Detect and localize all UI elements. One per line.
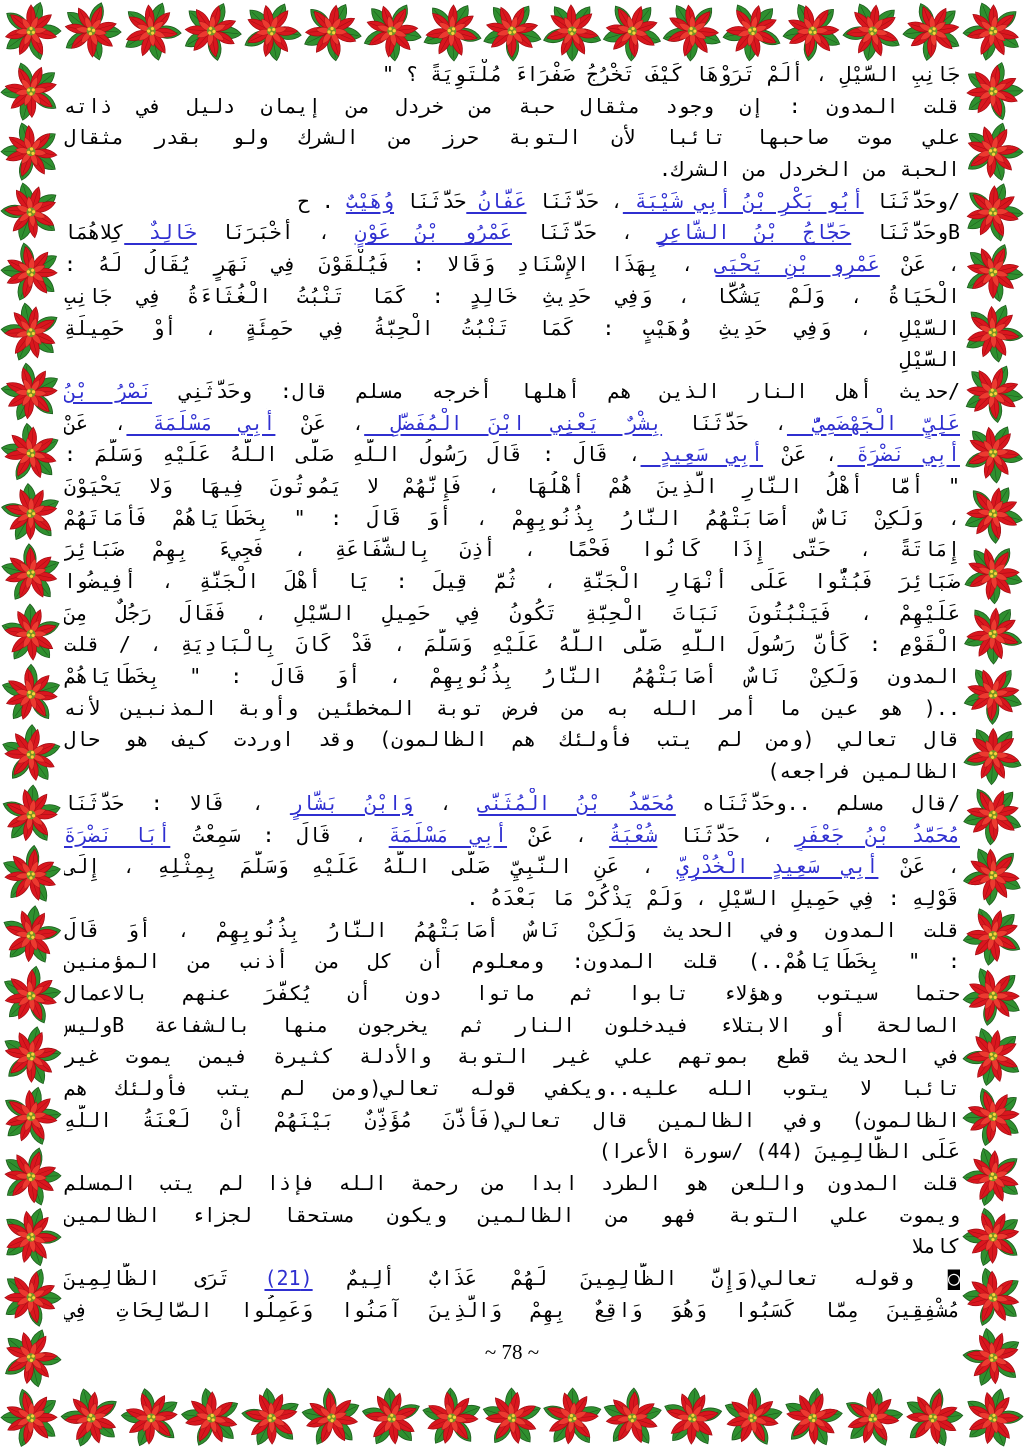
poinsettia-icon — [415, 1381, 487, 1449]
text-line — [64, 313, 960, 345]
text-line — [64, 1295, 960, 1327]
narrator-link[interactable]: وُهَيْبٌ — [345, 188, 395, 213]
poinsettia-icon — [0, 1140, 70, 1215]
narrator-link[interactable]: عَفَّانُ — [466, 188, 527, 213]
text-run: الْحَيَاةُ ، وَلَمْ يَشُكَّا ، وَفِي حَدِيثِ خَالِدٍ : كَمَا تَنْبُتُ الْغُثَاءَةُ فِي جَانِبِ — [64, 283, 960, 308]
text-line — [64, 154, 960, 186]
poinsettia-icon — [712, 1378, 790, 1449]
text-run: عَلَى الظَّالِمِينَ (44) /سورة الأعرا) — [598, 1139, 960, 1164]
poinsettia-icon — [717, 0, 786, 67]
text-line — [64, 915, 960, 947]
text-line — [64, 1263, 960, 1295]
text-line — [64, 281, 960, 313]
poinsettia-icon — [959, 901, 1024, 970]
poinsettia-icon — [955, 1141, 1024, 1214]
poinsettia-icon — [950, 350, 1024, 434]
poinsettia-icon — [0, 1255, 72, 1339]
text-run: ، وَلَكِنْ نَاسٌ أَصَابَتْهُمُ النَّارُ بِذُنُوبِهِمْ ، أَوَ قَالَ : " بِخَطَايَاهُمْ فَأَمَاتَهُمْ — [64, 505, 960, 530]
narrator-link[interactable]: حَجَّاجُ بْنُ الشَّاعِرِ — [657, 220, 852, 245]
text-line — [64, 1073, 960, 1105]
text-line — [64, 344, 960, 376]
text-line — [64, 503, 960, 535]
poinsettia-icon — [953, 412, 1024, 492]
paragraph — [64, 59, 960, 91]
text-run: كِلاهُمَا — [64, 220, 125, 245]
text-line — [64, 534, 960, 566]
text-run: . ح — [297, 188, 346, 213]
poinsettia-icon — [955, 776, 1024, 855]
paragraph — [64, 915, 960, 1169]
text-run: عَلَيْهِمْ ، فَيَنْبُتُونَ نَبَاتَ الْحِبَّةِ تَكُونُ فِي حَمِيلِ السَّيْلِ ، فَقَالَ رَجُلٌ مِنَ — [64, 600, 960, 625]
text-run: قلت المدون : إن وجود مثقال حبة من خردل من إيمان دليل في ذاته — [64, 93, 960, 118]
text-line — [64, 376, 960, 408]
text-line — [64, 408, 960, 440]
text-run: ، قَالَ : قَالَ رَسُولُ اللَّهِ صَلَّى اللَّهُ عَلَيْهِ وَسَلَّمَ : — [64, 442, 641, 467]
poinsettia-icon — [0, 836, 72, 917]
text-line — [64, 217, 960, 249]
text-line — [64, 820, 960, 852]
poinsettia-icon — [591, 1378, 674, 1449]
text-run: السَّيْلِ — [899, 347, 960, 372]
paragraph — [64, 91, 960, 186]
text-run: قَوْلِهِ : فِي حَمِيلِ السَّيْلِ ، وَلَمْ يَذْكُرْ مَا بَعْدَهُ . — [466, 885, 960, 910]
text-line — [64, 439, 960, 471]
text-run: ، — [413, 790, 479, 815]
poinsettia-icon — [0, 778, 68, 851]
poinsettia-icon — [0, 295, 70, 373]
text-line — [64, 1136, 960, 1168]
text-run: ، عَنْ — [879, 252, 960, 277]
text-line — [64, 1231, 960, 1263]
text-line — [64, 851, 960, 883]
poinsettia-icon — [961, 544, 1024, 605]
poinsettia-icon — [959, 477, 1024, 549]
narrator-link[interactable]: عَلِيٍّ الْجَهْضَمِيُّ — [786, 410, 960, 435]
text-run: ، قَالَ : سَمِعْتُ — [170, 822, 389, 847]
text-run: الظالمين فراجعه) — [767, 759, 960, 784]
text-run: : " بِخَطَايَاهُمْ..) قلت المدون: ومعلوم أن كل من أذنب من المؤمنين — [64, 949, 960, 974]
poinsettia-icon — [1, 1084, 63, 1149]
poinsettia-icon — [0, 1377, 73, 1449]
text-run: حتما سيتوب وهؤلاء تابوا ثم ماتوا دون أن يُكفَّرَ عنهم بالاعمال — [64, 980, 960, 1005]
paragraph — [64, 1168, 960, 1263]
paragraph — [64, 1263, 960, 1326]
poinsettia-icon — [0, 1196, 72, 1279]
paragraph — [64, 217, 960, 375]
poinsettia-icon — [0, 724, 63, 784]
narrator-link[interactable]: وَابْنُ بَشَّارٍ — [290, 790, 414, 815]
text-run: قال تعالي (ومن لم يتب فأولئك هم الظالمون) وقد اوردت كيف هو حال — [64, 727, 960, 752]
poinsettia-icon — [955, 113, 1024, 188]
text-line — [64, 883, 960, 915]
poinsettia-icon — [660, 1, 725, 63]
poinsettia-icon — [950, 1377, 1024, 1449]
poinsettia-icon — [952, 292, 1024, 373]
text-line — [64, 249, 960, 281]
poinsettia-icon — [233, 1377, 312, 1449]
poinsettia-icon — [0, 894, 72, 978]
text-line — [64, 1010, 960, 1042]
text-run: ، عَنْ — [763, 442, 838, 467]
text-line — [64, 661, 960, 693]
poinsettia-icon — [957, 238, 1024, 308]
text-run: السَّيْلِ ، وَفِي حَدِيثِ وُهَيْبٍ : كَمَا تَنْبُتُ الْحِبَّةُ فِي حَمِئَةٍ ، أَوْ حَمِيلَةِ — [64, 315, 960, 340]
document-body — [64, 59, 960, 1327]
poinsettia-icon — [951, 49, 1024, 132]
poinsettia-icon — [3, 1, 61, 62]
poinsettia-icon — [894, 1380, 973, 1449]
text-run: ، أَخْبَرَنَا — [196, 220, 355, 245]
text-line — [64, 946, 960, 978]
text-line — [64, 724, 960, 756]
text-run: الحبة من الخردل من الشرك. — [658, 157, 960, 182]
text-line — [64, 122, 960, 154]
text-line — [64, 629, 960, 661]
poinsettia-icon — [956, 0, 1024, 68]
text-line — [64, 978, 960, 1010]
text-run: ويموت علي التوبة فهو من الظالمين ويكون مستحقا لجزاء الظالمين — [64, 1202, 960, 1227]
text-run: قلت المدون وفي الحديث وَلَكِنْ نَاسٌ أَصَابَتْهُمُ النَّارُ بِذُنُوبِهِمْ ، أَوَ قَالَ — [64, 917, 960, 942]
text-run: قلت المدون واللعن هو الطرد ابدا من رحمة الله فإذا لم يتب المسلم — [64, 1171, 960, 1196]
text-run: المدون وَلَكِنْ نَاسٌ أَصَابَتْهُمُ النَّارُ بِذُنُوبِهِمْ ، أَوَ قَالَ : " بِخَطَايَاهُمْ — [64, 664, 960, 689]
narrator-link[interactable]: خَالِدٌ — [124, 220, 197, 245]
poinsettia-icon — [0, 114, 69, 188]
text-run: جَانِبِ السَّيْلِ ، أَلَمْ تَرَوْهَا كَيْفَ تَخْرُجُ صَفْرَاءَ مُلْتَوِيَةً ؟ " — [382, 62, 960, 86]
narrator-link[interactable]: أَبِي سَعِيدٍ — [640, 442, 764, 467]
text-run: ضَبَائِرَ فَبُثُّوا عَلَى أَنْهَارِ الْجَنَّةِ ، ثُمَّ قِيلَ : يَا أَهْلَ الْجَنَّةِ ، أَفِيضُوا — [64, 569, 960, 593]
text-line — [64, 1168, 960, 1200]
text-line — [64, 1105, 960, 1137]
text-run: " أَمَّا أَهْلُ النَّارِ الَّذِينَ هُمْ أَهْلُهَا ، فَإِنَّهُمْ لا يَمُوتُونَ فِيهَا وَلا يَحْيَوْنَ — [64, 473, 960, 498]
narrator-link[interactable]: (21) — [264, 1266, 313, 1291]
poinsettia-icon — [0, 533, 74, 617]
poinsettia-icon — [650, 1377, 734, 1449]
text-run: مُشْفِقِينَ مِمَّا كَسَبُوا وَهُوَ وَاقِعٌ بِهِمْ وَالَّذِينَ آمَنُوا وَعَمِلُوا الصَّالِحَاتِ فِي — [64, 1297, 960, 1322]
text-run: علي موت صاحبها تائبا لأن التوبة حرز من الشرك ولو بقدر مثقال — [64, 125, 960, 150]
narrator-link[interactable]: شُعْبَةُ — [609, 822, 658, 847]
poinsettia-icon — [0, 60, 60, 123]
paragraph — [64, 788, 960, 915]
poinsettia-icon — [299, 0, 367, 66]
poinsettia-icon — [841, 1384, 906, 1449]
text-run: ، حَدَّثَنَا — [512, 220, 658, 245]
text-line — [64, 91, 960, 123]
poinsettia-icon — [0, 473, 71, 552]
poinsettia-icon — [952, 1013, 1024, 1097]
text-run: ◙ وقوله تعالي(وَإِنَّ الظَّالِمِينَ لَهُمْ عَذَابٌ أَلِيمٌ — [312, 1266, 960, 1291]
poinsettia-icon — [0, 170, 73, 253]
poinsettia-icon — [0, 231, 74, 315]
poinsettia-icon — [955, 596, 1024, 672]
text-run: ، حَدَّثَنَا — [657, 822, 796, 847]
text-run: ..( هو عين ما أمر الله به من فرض توبة المخطئين وأوبة المذنبين لأنه — [64, 695, 960, 720]
narrator-link[interactable]: أَبِي مَسْلَمَةَ — [126, 410, 276, 435]
narrator-link[interactable]: أَبَا نَضْرَةَ — [64, 822, 171, 847]
text-line — [64, 756, 960, 788]
paragraph — [64, 376, 960, 788]
text-run: ، عَنْ — [878, 854, 960, 879]
text-run: ، قَالا : حَدَّثَنَا — [64, 790, 291, 815]
text-run: الصالحة أو الابتلاء فيدخلون النار ثم يخرجون منها بالشفاعة Bوليس — [64, 1012, 960, 1037]
text-run: /حديث أهل النار الذين هم أهلها أخرجه مسلم قال: وحَدَّثَنِي — [152, 378, 960, 403]
poinsettia-icon — [951, 652, 1024, 734]
text-line — [64, 566, 960, 598]
text-run: ، حَدَّثَنَا — [526, 188, 623, 213]
poinsettia-icon — [959, 844, 1024, 909]
text-line — [64, 471, 960, 503]
text-run: في الحديث قطع بموتهم علي غير التوبة والأدلة كثيرة فيمن يموت غير — [64, 1044, 960, 1069]
text-run: كاملا — [911, 1234, 960, 1259]
text-line — [64, 788, 960, 820]
poinsettia-icon — [0, 594, 72, 676]
poinsettia-icon — [350, 1378, 432, 1449]
text-line — [64, 1200, 960, 1232]
text-run: ، عَنْ — [507, 822, 610, 847]
poinsettia-icon — [953, 1076, 1024, 1159]
poinsettia-icon — [176, 1383, 247, 1449]
poinsettia-icon — [778, 1384, 847, 1449]
narrator-link[interactable]: أَبِي سَعِيدٍ الْخُدْرِيِّ — [676, 854, 879, 879]
text-line — [64, 1041, 960, 1073]
text-run: حَدَّثَنَا — [394, 188, 467, 213]
narrator-link[interactable]: عَمْرِو بْنِ يَحْيَى — [715, 252, 880, 277]
poinsettia-icon — [956, 1260, 1024, 1332]
text-run: الْقَوْمِ : كَأَنَّ رَسُولَ اللَّهِ صَلَّى اللَّهُ عَلَيْهِ وَسَلَّمَ ، قَدْ كَانَ بِالْبَادِيَةِ ، / قلت — [64, 632, 960, 657]
poinsettia-icon — [0, 955, 70, 1036]
poinsettia-icon — [481, 1387, 543, 1446]
poinsettia-icon — [953, 956, 1024, 1034]
narrator-link[interactable]: نَصْرُ بْنُ — [64, 378, 153, 403]
poinsettia-icon — [964, 180, 1024, 244]
narrator-link[interactable]: أَبُو بَكْرِ بْنُ أَبِي شَيْبَةَ — [622, 188, 864, 213]
paragraph — [64, 186, 960, 218]
text-run: Bوحَدَّثَنَا — [851, 220, 960, 245]
poinsettia-icon — [359, 0, 426, 64]
poinsettia-icon — [119, 1385, 182, 1449]
text-run: ، حَدَّثَنَا — [662, 410, 787, 435]
narrator-link[interactable]: بِشْرٌ يَعْنِي ابْنَ الْمُفَضَّلِ — [364, 410, 663, 435]
poinsettia-icon — [0, 1020, 67, 1089]
text-run: تَرَى الظَّالِمِينَ — [64, 1266, 265, 1291]
poinsettia-icon — [52, 1381, 130, 1449]
text-line — [64, 186, 960, 218]
text-run: /وحَدَّثَنَا — [863, 188, 960, 213]
poinsettia-icon — [290, 1377, 374, 1449]
narrator-link[interactable]: مُحَمَّدُ بْنُ الْمُثَنَّى — [478, 790, 676, 815]
page-number: ~ 78 ~ — [484, 1340, 540, 1364]
narrator-link[interactable]: مُحَمَّدُ بْنُ جَعْفَرٍ — [795, 822, 960, 847]
text-run: إِمَاتَةً ، حَتَّى إِذَا كَانُوا فَحْمًا ، أُذِنَ بِالشَّفَاعَةِ ، فَجِيءَ بِهِمْ ضَبَائِرَ — [64, 537, 960, 562]
text-line — [64, 693, 960, 725]
text-run: تائبا لا يتوب الله عليه..ويكفي قوله تعالي(ومن لم يتب فأولئك هم — [64, 1076, 960, 1100]
narrator-link[interactable]: عَمْرُو بْنُ عَوْنٍ — [354, 220, 512, 245]
poinsettia-icon — [0, 358, 63, 426]
text-run: ، عَنْ — [275, 410, 365, 435]
text-run: الظالمون) وفي الظالمين قال تعالي(فَأَذَّنَ مُؤَذِّنٌ بَيْنَهُمْ أَنْ لَعْنَةُ اللَّهِ — [64, 1107, 960, 1132]
narrator-link[interactable]: أَبِي مَسْلَمَةَ — [388, 822, 508, 847]
text-run: /قال مسلم ..وحَدَّثَنَاه — [675, 790, 960, 815]
text-run: ، عَنْ — [64, 410, 127, 435]
narrator-link[interactable]: أَبِي نَضْرَةَ — [837, 442, 960, 467]
text-run: ، عَنِ النَّبِيِّ صَلَّى اللَّهُ عَلَيْهِ وَسَلَّمَ بِمِثْلِهِ ، إِلَى — [64, 854, 677, 879]
text-run: ، بِهَذَا الإِسْنَادِ وَقَالا : فَيُلْقَوْنَ فِي نَهَرٍ يُقَالُ لَهُ : — [64, 252, 716, 277]
poinsettia-icon — [962, 1206, 1021, 1268]
text-line — [64, 598, 960, 630]
poinsettia-icon — [537, 1380, 610, 1449]
poinsettia-icon — [0, 656, 67, 732]
poinsettia-icon — [0, 419, 65, 485]
poinsettia-icon — [952, 712, 1024, 795]
text-line — [64, 59, 960, 91]
